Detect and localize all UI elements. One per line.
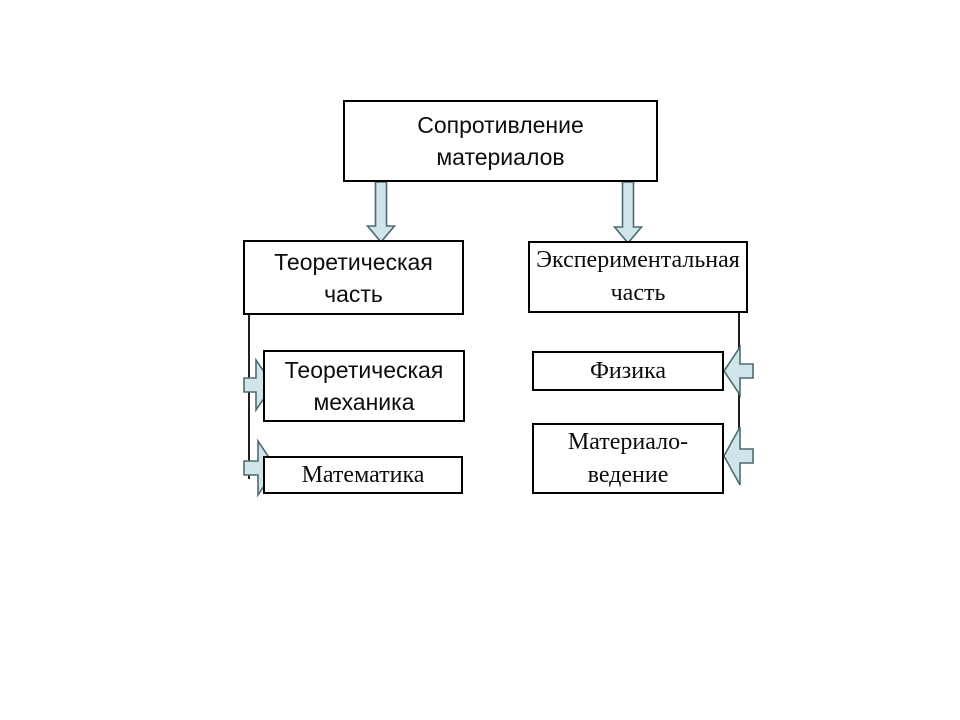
node-label-line1: Физика: [589, 357, 667, 384]
node-label-line1: Экспериментальная: [536, 247, 740, 273]
node-label-line1: Сопротивление: [417, 112, 584, 138]
node-theoretical-mechanics: [263, 350, 465, 422]
node-strength-of-materials: [343, 100, 658, 182]
node-experimental-part: [528, 241, 748, 313]
node-label-line2: часть: [324, 280, 383, 307]
node-label-line1: Теоретическая: [274, 248, 433, 275]
arrow-root-to-theoretical: [368, 182, 395, 242]
node-label-line2: механика: [313, 389, 415, 415]
arrow-to-materials-science: [724, 427, 753, 485]
node-label-line1: Теоретическая: [284, 357, 444, 383]
node-label-line1: Математика: [301, 461, 425, 488]
arrow-to-physics: [724, 347, 753, 395]
node-materials-science: [532, 423, 724, 494]
node-label-line2: материалов: [436, 144, 565, 170]
node-label-line1: Материало-: [567, 428, 689, 455]
node-mathematics: [263, 456, 463, 494]
node-physics: [532, 351, 724, 391]
node-label-line2: ведение: [587, 461, 669, 488]
arrow-root-to-experimental: [615, 182, 642, 243]
node-label-line2: часть: [610, 280, 666, 306]
node-theoretical-part: [243, 240, 464, 315]
